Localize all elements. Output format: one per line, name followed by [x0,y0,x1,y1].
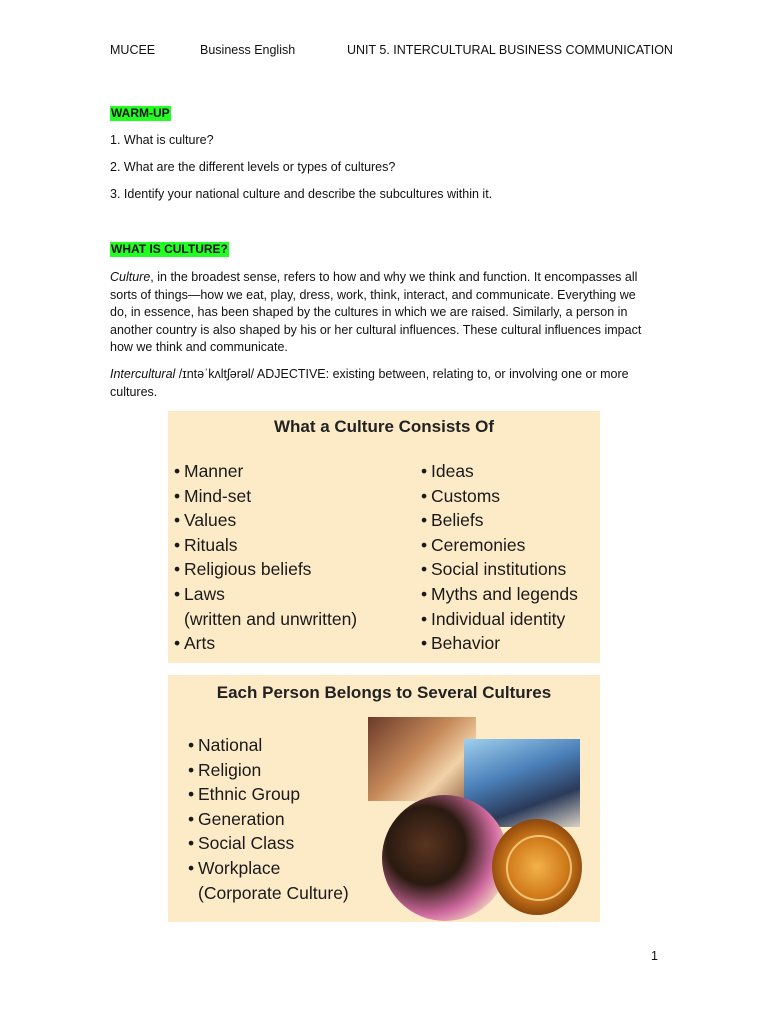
header-unit: UNIT 5. INTERCULTURAL BUSINESS COMMUNICATION [347,43,673,57]
warmup-question-1: 1. What is culture? [110,133,214,147]
list-item: • Values [174,510,237,531]
list-item: • Social institutions [421,559,567,580]
culture-consists-box [168,411,600,663]
people-photo-collage [368,717,590,917]
list-item: • Ethnic Group [188,784,301,805]
list-item: • Ideas [421,461,474,481]
list-item: • Religious beliefs [174,559,312,580]
women-photo [368,717,476,801]
list-item: • Individual identity [421,608,566,629]
what-is-culture-heading: WHAT IS CULTURE? [111,242,228,256]
culture-paragraph-text: , in the broadest sense, refers to how and why we think and function. It encompasses all sorts of things—how we eat, play, dress, work, think, interact, and communicate. Everything we do, in essence, has been shaped by the cultures in which we are raised. Similarly, a person in another country is also shaped by his or her cultural influences. These cultural influences impact how we think and communicate. [110,270,642,355]
compass-photo [492,819,582,915]
several-cultures-box [168,675,600,922]
culture-consists-right-list [421,459,578,656]
list-item: • Manner [174,461,244,481]
culture-term: Culture [110,270,151,284]
intercultural-term: Intercultural [110,367,176,381]
list-item: • Ceremonies [421,534,526,555]
header-course: Business English [200,43,296,57]
list-item: • Rituals [174,534,238,555]
list-item: • Behavior [421,633,501,654]
warmup-question-3: 3. Identify your national culture and describe the subcultures within it. [110,187,493,201]
list-item: • Myths and legends [421,583,578,604]
list-item: • Arts [174,633,216,654]
several-cultures-list [188,733,349,905]
list-item: • Religion [188,759,262,780]
warmup-question-2: 2. What are the different levels or types of cultures? [110,160,396,174]
list-item: • Customs [421,485,501,506]
culture-consists-left-list [174,459,357,656]
list-item: • National [188,735,263,755]
list-item: • Mind-set [174,485,252,506]
culture-paragraph [110,269,656,357]
list-item: • Laws (written and unwritten) [174,582,357,631]
laws-subtext: (written and unwritten) [184,608,358,629]
header-org: MUCEE [110,43,156,57]
list-item: • Beliefs [421,510,484,531]
intercultural-definition-text: /ɪntəˈkʌltʃərəl/ ADJECTIVE: existing between, relating to, or involving one or more cultures. [110,367,629,399]
workplace-subtext: (Corporate Culture) [198,882,349,903]
list-item: • Social Class [188,833,295,854]
compass-icon [506,835,572,901]
culture-consists-title: What a Culture Consists Of [273,417,495,436]
several-cultures-title: Each Person Belongs to Several Cultures [216,683,552,702]
page-number: 1 [651,949,658,963]
list-item: • Workplace (Corporate Culture) [188,856,349,905]
list-item: • Generation [188,808,285,829]
intercultural-definition [110,366,656,401]
warmup-heading: WARM-UP [111,106,170,120]
young-people-photo [382,795,508,921]
